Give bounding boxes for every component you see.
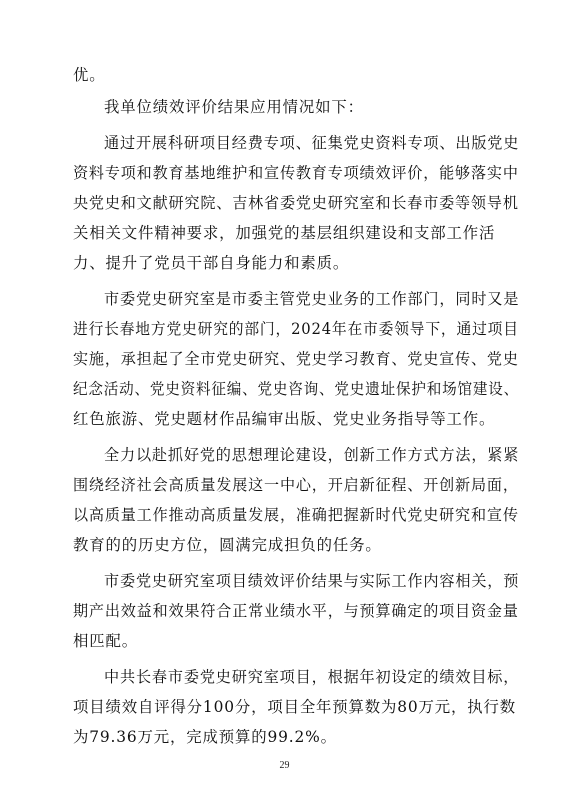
text-line-10: 实施，承担起了全市党史研究、党史学习教育、党史宣传、党史 [73,350,519,368]
text-line-22: 为79.36万元，完成预算的99.2%。 [73,728,337,746]
page-number: 29 [279,760,290,771]
text-line-6: 关相关文件精神要求，加强党的基层组织建设和支部工作活 [73,224,496,242]
text-line-20: 中共长春市委党史研究室项目，根据年初设定的绩效目标， [104,668,520,686]
text-line-15: 以高质量工作推动高质量发展，准确把握新时代党史研究和宣传 [73,506,519,524]
text-line-19: 相匹配。 [73,632,138,650]
text-line-3: 通过开展科研项目经费专项、征集党史资料专项、出版党史 [104,134,520,152]
text-line-13: 全力以赴抓好党的思想理论建设，创新工作方式方法，紧紧 [104,446,520,464]
text-line-14: 围绕经济社会高质量发展这一中心，开启新征程、开创新局面， [73,476,519,494]
text-line-9: 进行长春地方党史研究的部门，2024年在市委领导下，通过项目 [73,320,519,338]
text-line-8: 市委党史研究室是市委主管党史业务的工作部门，同时又是 [104,290,520,308]
text-line-17: 市委党史研究室项目绩效评价结果与实际工作内容相关，预 [104,572,520,590]
text-line-16: 教育的的历史方位，圆满完成担负的任务。 [73,536,382,554]
text-line-18: 期产出效益和效果符合正常业绩水平，与预算确定的项目资金量 [73,602,519,620]
text-line-5: 央党史和文献研究院、吉林省委党史研究室和长春市委等领导机 [73,194,519,212]
text-line-4: 资料专项和教育基地维护和宣传教育专项绩效评价，能够落实中 [73,164,519,182]
text-line-12: 红色旅游、党史题材作品编审出版、党史业务指导等工作。 [73,410,496,428]
text-line-1: 优。 [73,66,106,84]
text-line-2: 我单位绩效评价结果应用情况如下： [104,98,364,116]
text-line-7: 力、提升了党员干部自身能力和素质。 [73,254,350,272]
text-line-11: 纪念活动、党史资料征编、党史咨询、党史遗址保护和场馆建设、 [73,380,519,398]
text-line-21: 项目绩效自评得分100分，项目全年预算数为80万元，执行数 [73,698,516,716]
